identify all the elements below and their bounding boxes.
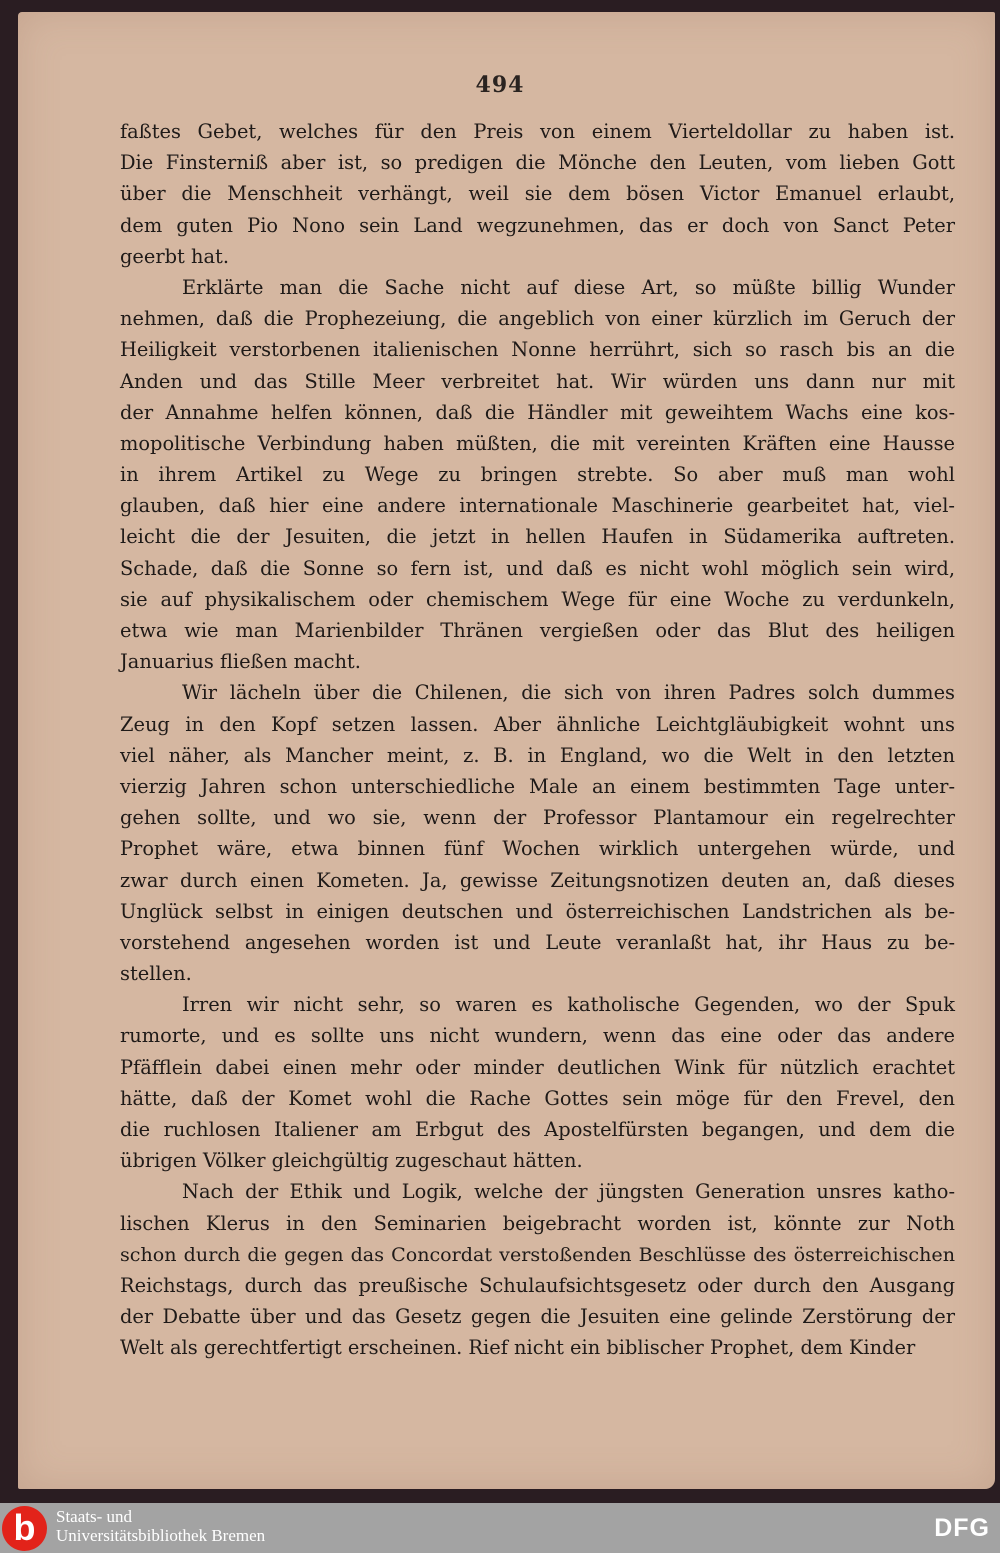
body-text bbox=[120, 116, 955, 1364]
text-line: Wir lächeln über die Chilenen, die sich von ihren Padres solch dummes bbox=[182, 681, 955, 705]
text-line: übrigen Völker gleichgültig zugeschaut hätten. bbox=[120, 1149, 583, 1173]
text-line: stellen. bbox=[120, 962, 192, 986]
text-line: Nach der Ethik und Logik, welche der jüngsten Generation unsres katho- bbox=[182, 1180, 955, 1204]
paragraph bbox=[120, 116, 955, 272]
text-line: Erklärte man die Sache nicht auf diese Art, so müßte billig Wunder bbox=[182, 275, 955, 299]
paragraph bbox=[120, 1176, 955, 1363]
text-line: lischen Klerus in den Seminarien beigebracht worden ist, könnte zur Noth bbox=[120, 1211, 955, 1235]
text-line: Januarius fließen macht. bbox=[120, 650, 361, 674]
text-line: über die Menschheit verhängt, weil sie dem bösen Victor Emanuel erlaubt, bbox=[120, 182, 955, 206]
text-line: schon durch die gegen das Concordat verstoßenden Beschlüsse des österreichischen bbox=[120, 1242, 955, 1266]
text-line: der Debatte über und das Gesetz gegen die Jesuiten eine gelinde Zerstörung der bbox=[120, 1305, 955, 1329]
text-line: Die Finsterniß aber ist, so predigen die Mönche den Leuten, vom lieben Gott bbox=[120, 151, 955, 175]
text-line: sie auf physikalischem oder chemischem Wege für eine Woche zu verdunkeln, bbox=[120, 587, 955, 611]
text-line: der Annahme helfen können, daß die Händler mit geweihtem Wachs eine kos- bbox=[120, 400, 955, 424]
text-line: hätte, daß der Komet wohl die Rache Gottes sein möge für den Frevel, den bbox=[120, 1086, 955, 1110]
text-line: glauben, daß hier eine andere internationale Maschinerie gearbeitet hat, viel- bbox=[120, 494, 955, 518]
text-line: Prophet wäre, etwa binnen fünf Wochen wirklich untergehen würde, und bbox=[120, 837, 955, 861]
text-line: nehmen, daß die Prophezeiung, die angeblich von einer kürzlich im Geruch der bbox=[120, 307, 955, 331]
text-line: rumorte, und es sollte uns nicht wundern, wenn das eine oder das andere bbox=[120, 1024, 955, 1048]
text-line: Anden und das Stille Meer verbreitet hat. Wir würden uns dann nur mit bbox=[120, 369, 955, 393]
paragraph bbox=[120, 677, 955, 989]
text-line: vorstehend angesehen worden ist und Leute veranlaßt hat, ihr Haus zu be- bbox=[120, 930, 955, 954]
library-name-line-2: Universitätsbibliothek Bremen bbox=[56, 1526, 266, 1545]
paragraph bbox=[120, 989, 955, 1176]
text-line: faßtes Gebet, welches für den Preis von einem Vierteldollar zu haben ist. bbox=[120, 120, 955, 143]
library-name-line-1: Staats- und bbox=[56, 1507, 133, 1526]
text-line: Zeug in den Kopf setzen lassen. Aber ähnliche Leichtgläubigkeit wohnt uns bbox=[120, 712, 955, 736]
library-logo-icon[interactable]: b bbox=[2, 1506, 47, 1551]
text-line: die ruchlosen Italiener am Erbgut des Apostelfürsten begangen, und dem die bbox=[120, 1118, 955, 1141]
library-name[interactable] bbox=[56, 1507, 265, 1545]
footer-bar bbox=[0, 1503, 1000, 1553]
text-line: Reichstags, durch das preußische Schulaufsichtsgesetz oder durch den Ausgang bbox=[120, 1273, 955, 1297]
text-line: mopolitische Verbindung haben müßten, die mit vereinten Kräften eine Hausse bbox=[120, 431, 955, 455]
text-line: in ihrem Artikel zu Wege zu bringen strebte. So aber muß man wohl bbox=[120, 463, 955, 487]
text-line: Unglück selbst in einigen deutschen und österreichischen Landstrichen als be- bbox=[120, 899, 955, 923]
text-line: Pfäfflein dabei einen mehr oder minder deutlichen Wink für nützlich erachtet bbox=[120, 1055, 955, 1079]
text-line: Heiligkeit verstorbenen italienischen Nonne herrührt, sich so rasch bis an die bbox=[120, 338, 955, 362]
text-line: zwar durch einen Kometen. Ja, gewisse Zeitungsnotizen deuten an, daß dieses bbox=[120, 868, 955, 892]
paragraph bbox=[120, 272, 955, 677]
text-line: Irren wir nicht sehr, so waren es katholische Gegenden, wo der Spuk bbox=[182, 993, 955, 1017]
text-line: Schade, daß die Sonne so fern ist, und daß es nicht wohl möglich sein wird, bbox=[120, 556, 955, 580]
text-line: geerbt hat. bbox=[120, 244, 230, 268]
text-line: Welt als gerechtfertigt erscheinen. Rief nicht ein biblischer Prophet, dem Kinder bbox=[120, 1336, 916, 1360]
text-line: dem guten Pio Nono sein Land wegzunehmen, das er doch von Sanct Peter bbox=[120, 213, 955, 237]
text-line: viel näher, als Mancher meint, z. B. in England, wo die Welt in den letzten bbox=[120, 743, 955, 767]
text-line: leicht die der Jesuiten, die jetzt in hellen Haufen in Südamerika auftreten. bbox=[120, 525, 955, 549]
text-line: gehen sollte, und wo sie, wenn der Professor Plantamour ein regelrechter bbox=[120, 806, 955, 830]
text-line: etwa wie man Marienbilder Thränen vergießen oder das Blut des heiligen bbox=[120, 619, 955, 642]
text-line: vierzig Jahren schon unterschiedliche Male an einem bestimmten Tage unter- bbox=[120, 774, 955, 798]
page-number: 494 bbox=[475, 72, 525, 98]
dfg-logo[interactable]: DFG bbox=[934, 1514, 990, 1542]
